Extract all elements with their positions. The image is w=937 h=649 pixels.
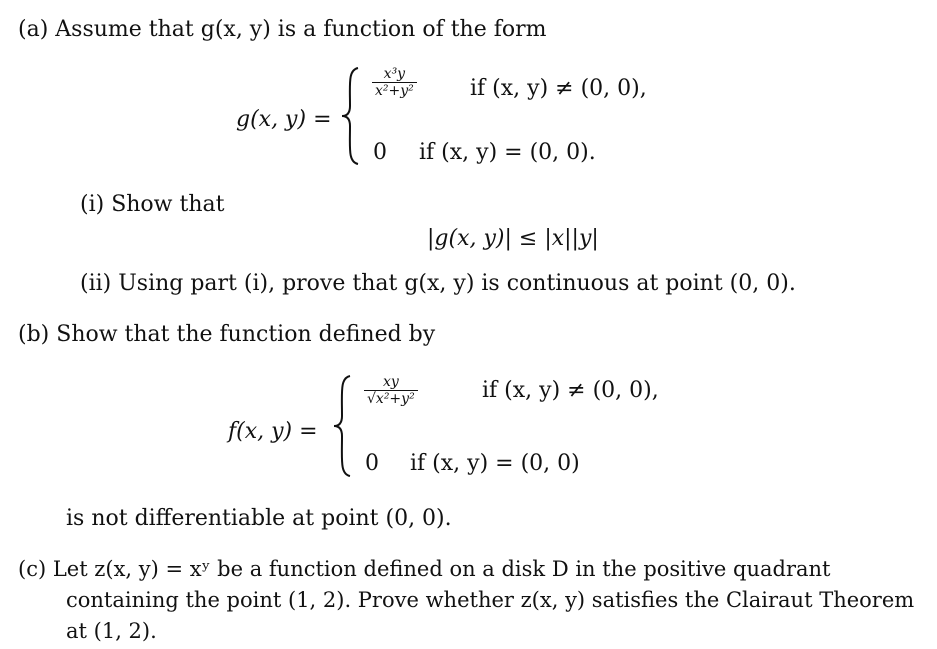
part-b-brace [332, 374, 354, 478]
part-b-intro: (b) Show that the function defined by [18, 322, 436, 347]
part-c-line-3: at (1, 2). [66, 619, 157, 643]
part-a-brace [340, 66, 362, 166]
part-a-case2-value: 0 [373, 140, 387, 165]
part-b-case1-fraction [364, 374, 418, 407]
part-a-intro: (a) Assume that g(x, y) is a function of the form [18, 17, 547, 42]
part-b-lhs: f(x, y) = [228, 419, 318, 444]
part-a-ii-text: (ii) Using part (i), prove that g(x, y) is continuous at point (0, 0). [80, 271, 796, 296]
part-a-i-label: (i) Show that [80, 192, 225, 217]
part-b-case1-numerator: xy [382, 374, 399, 390]
part-c-line-2: containing the point (1, 2). Prove whether z(x, y) satisfies the Clairaut Theorem [66, 588, 915, 612]
part-b-conclusion: is not differentiable at point (0, 0). [66, 506, 452, 531]
part-b-case1-condition: if (x, y) ≠ (0, 0), [482, 378, 659, 403]
part-b-case2-value: 0 [365, 451, 379, 476]
part-a-case1-numerator: x³y [383, 66, 406, 82]
part-b-case1-denominator: √x²+y² [367, 391, 415, 407]
part-a-case1-condition: if (x, y) ≠ (0, 0), [470, 76, 647, 101]
part-c-line-1: (c) Let z(x, y) = xʸ be a function defined on a disk D in the positive quadrant [18, 557, 831, 581]
part-a-case1-fraction [372, 66, 417, 99]
part-b-case2-condition: if (x, y) = (0, 0) [410, 451, 580, 476]
part-a-i-formula: |g(x, y)| ≤ |x||y| [427, 226, 599, 251]
part-a-case1-denominator: x²+y² [375, 83, 414, 99]
part-a-lhs: g(x, y) = [236, 107, 332, 132]
part-a-case2-condition: if (x, y) = (0, 0). [419, 140, 596, 165]
